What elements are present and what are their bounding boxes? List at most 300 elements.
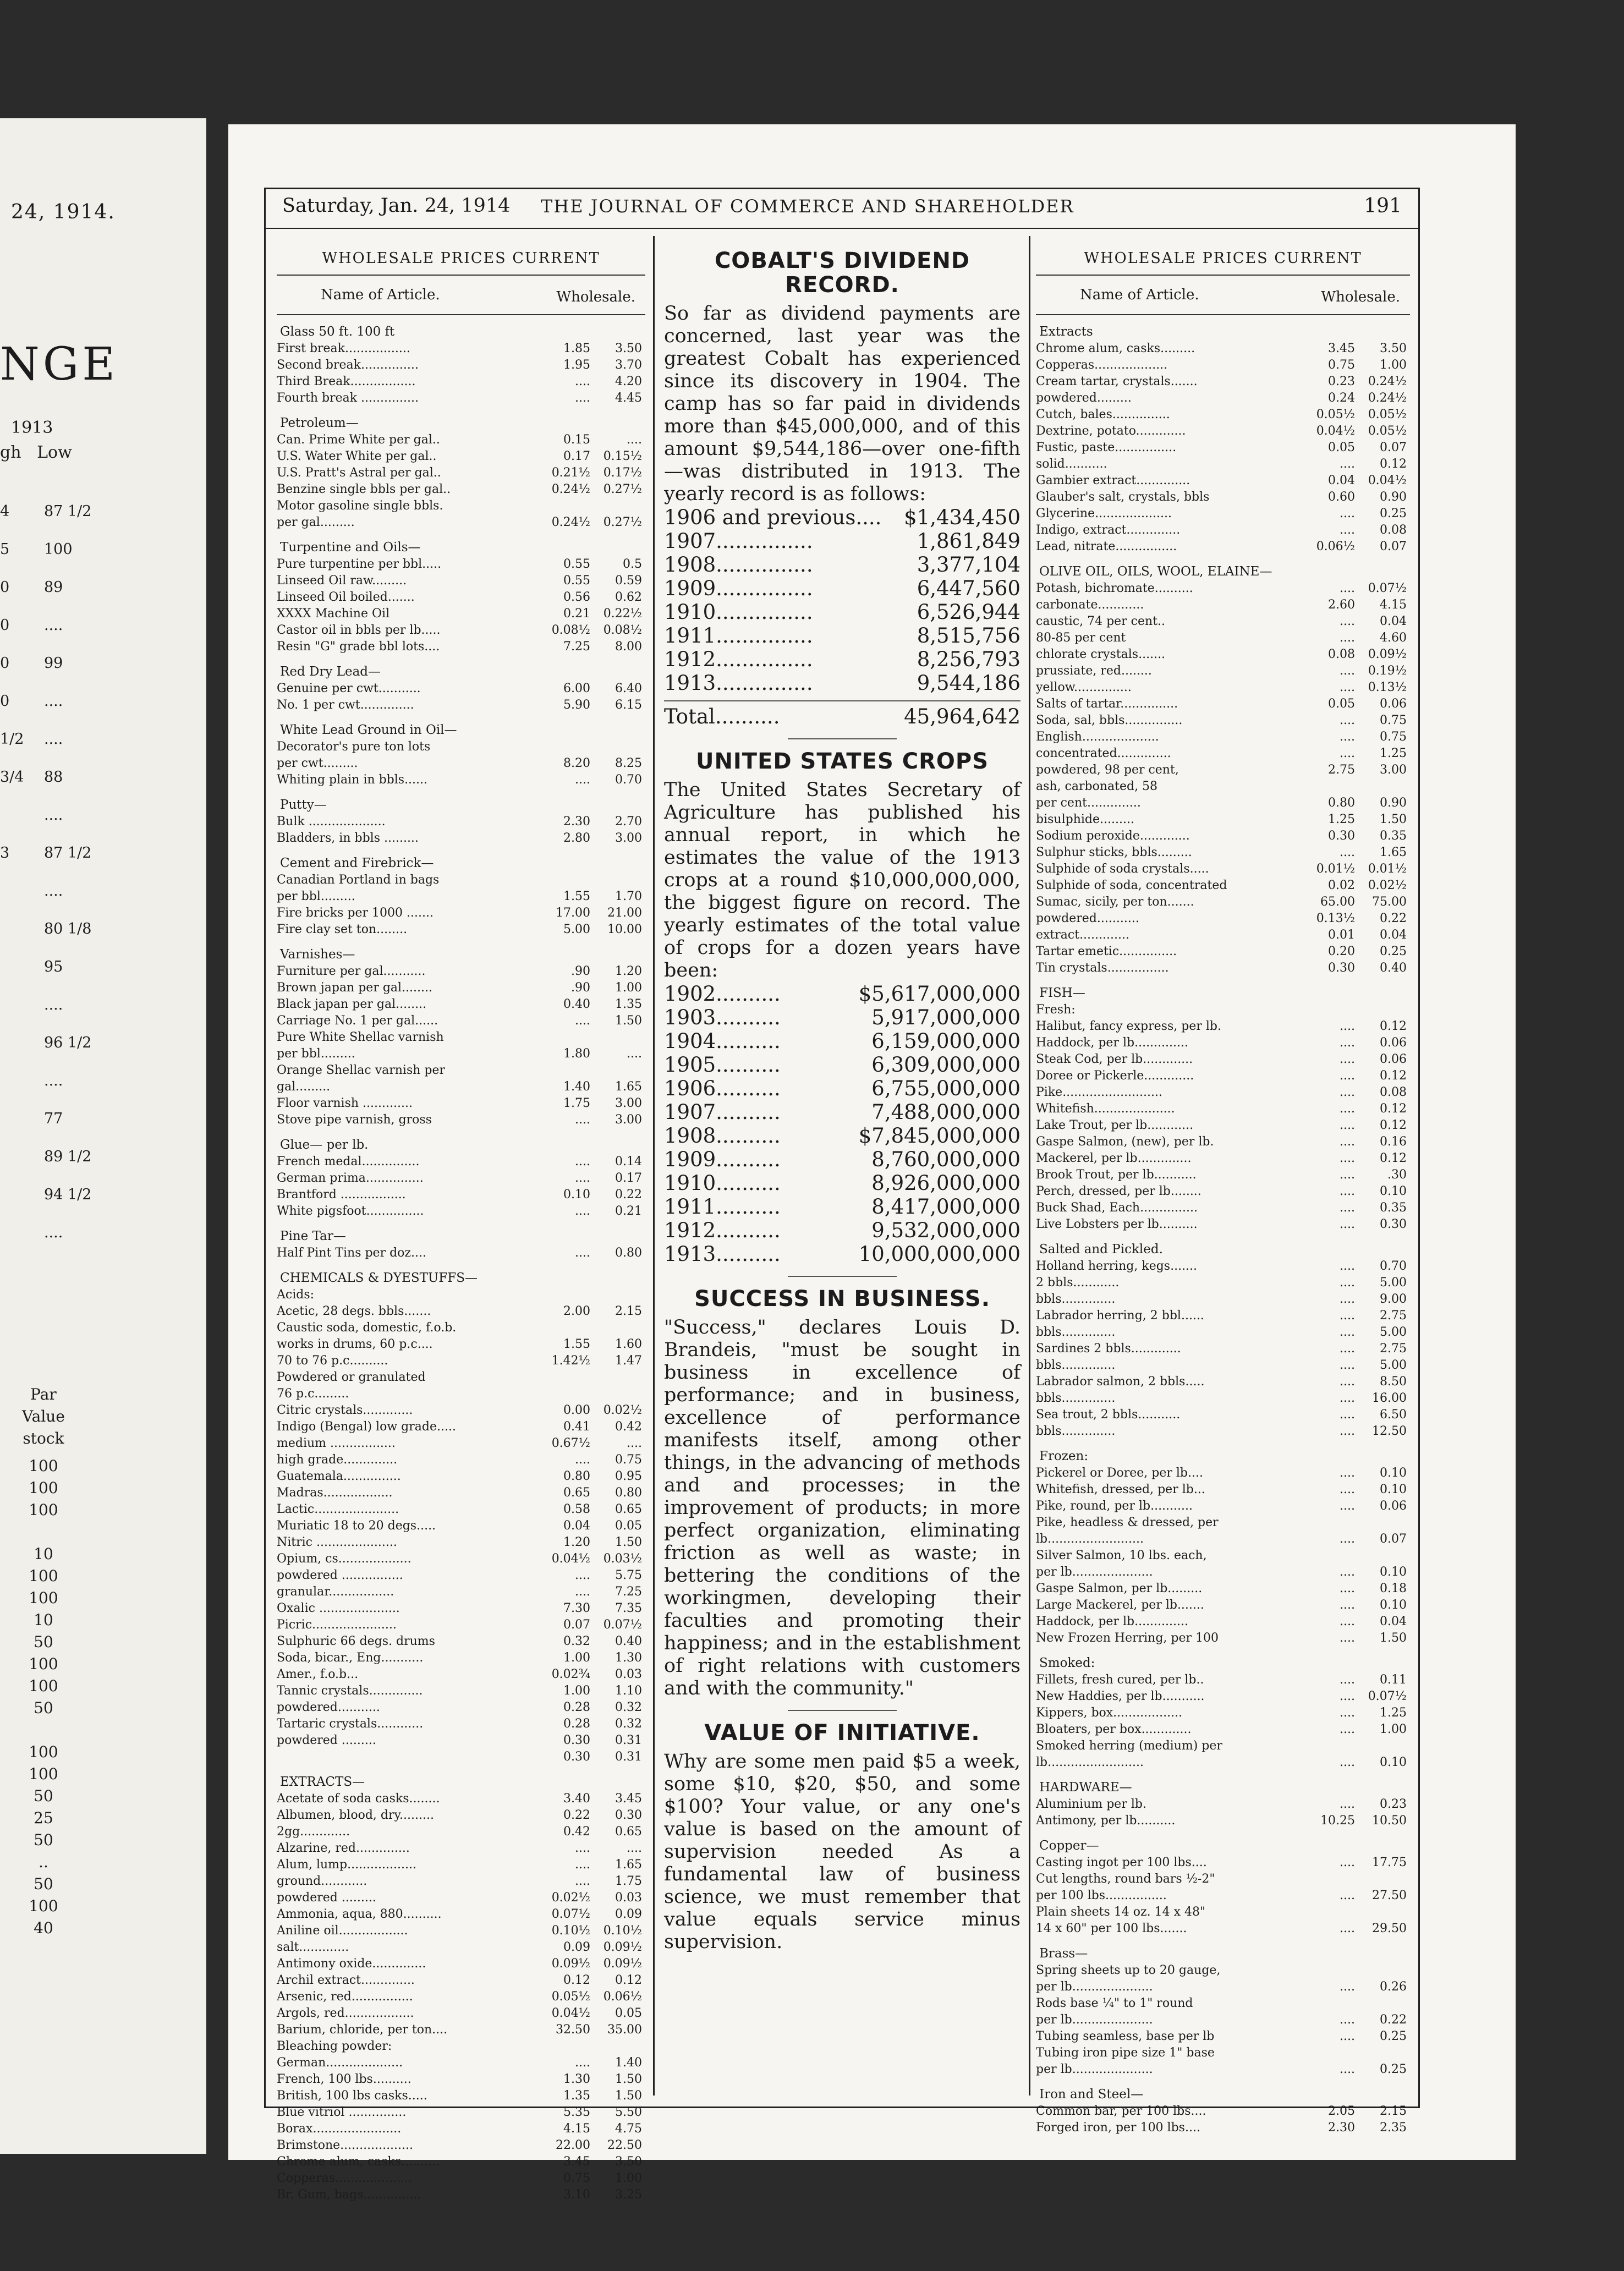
amount: 1,861,849 — [917, 529, 1021, 553]
price-high: 0.25 — [1380, 945, 1407, 958]
article-name: powdered........... — [1036, 912, 1139, 925]
price-low: .... — [575, 773, 590, 787]
price-high: .... — [627, 1841, 642, 1855]
price-row — [1036, 374, 1410, 390]
price-row — [1036, 1614, 1410, 1630]
price-low: 32.50 — [556, 2023, 590, 2037]
price-low: 0.42 — [563, 1825, 590, 1839]
price-row — [277, 1732, 645, 1749]
price-high: 0.75 — [1380, 730, 1407, 744]
price-row — [277, 2137, 645, 2154]
price-low: 3.45 — [1328, 342, 1355, 355]
price-row — [1036, 1705, 1410, 1721]
price-high: 0.62 — [615, 590, 642, 604]
article-name: Potash, bichromate.......... — [1036, 582, 1193, 595]
price-high: 2.15 — [1380, 2104, 1407, 2118]
article-name: English.................... — [1036, 730, 1159, 744]
article-name: Pike, headless & dressed, per — [1036, 1516, 1219, 1529]
price-high: 0.07 — [1380, 441, 1407, 454]
price-row — [1036, 960, 1410, 977]
price-row — [277, 1840, 645, 1857]
price-row — [277, 1485, 645, 1501]
price-low: .... — [1340, 1358, 1355, 1372]
price-low: .... — [575, 375, 590, 388]
price-high: 0.90 — [1380, 796, 1407, 810]
price-low: .... — [1340, 631, 1355, 645]
price-high: 2.15 — [615, 1304, 642, 1318]
crop-value-row — [664, 1006, 1021, 1029]
article-name: Bleaching powder: — [277, 2039, 392, 2053]
price-row — [1036, 2028, 1410, 2045]
price-high: 1.47 — [615, 1354, 642, 1368]
left-page-par-value — [22, 1384, 65, 1939]
article-name: Lake Trout, per lb............ — [1036, 1118, 1194, 1132]
price-low: .... — [1340, 1565, 1355, 1579]
article-name: granular................. — [277, 1585, 394, 1599]
amount: 5,917,000,000 — [871, 1006, 1021, 1029]
price-low: 0.01½ — [1316, 862, 1355, 876]
article-name: Black japan per gal........ — [277, 997, 427, 1011]
price-low: .... — [1340, 1499, 1355, 1513]
price-row — [277, 1749, 645, 1765]
article-name: per bbl......... — [277, 890, 355, 903]
amount: 6,447,560 — [917, 577, 1021, 600]
price-row — [277, 1303, 645, 1320]
price-low: 3.45 — [563, 2155, 590, 2169]
article-name: Second break............... — [277, 358, 419, 372]
price-low: .... — [575, 1155, 590, 1169]
price-low: 0.01 — [1328, 928, 1355, 942]
article-name: solid........... — [1036, 457, 1107, 471]
price-row — [1036, 1167, 1410, 1183]
price-high: 0.32 — [615, 1717, 642, 1731]
price-row — [277, 2154, 645, 2170]
price-row — [277, 1187, 645, 1203]
price-row — [277, 921, 645, 938]
price-high: 0.26 — [1380, 1980, 1407, 1994]
price-low: 0.80 — [1328, 796, 1355, 810]
par-value: 100 — [29, 1457, 58, 1475]
amount: 3,377,104 — [917, 553, 1021, 577]
price-row — [277, 1716, 645, 1732]
year-label: 1906.......... — [664, 1077, 781, 1100]
amount: 6,755,000,000 — [871, 1077, 1021, 1100]
price-low: 0.30 — [563, 1750, 590, 1764]
price-row — [1036, 1515, 1410, 1531]
article-name: Dextrine, potato............. — [1036, 424, 1186, 438]
column-rule-1 — [653, 236, 655, 2096]
amount: 7,488,000,000 — [871, 1100, 1021, 1124]
price-row — [1036, 423, 1410, 440]
price-high: 3.45 — [615, 1792, 642, 1806]
article-name: Pickerel or Doree, per lb.... — [1036, 1466, 1203, 1480]
year-label: 1910.......... — [664, 1171, 781, 1195]
price-row — [1036, 2012, 1410, 2028]
section-heading: Red Dry Lead— — [280, 665, 381, 679]
price-low: .... — [1340, 1019, 1355, 1033]
article-name: Tin crystals................ — [1036, 961, 1169, 975]
article-name: Sulphide of soda crystals..... — [1036, 862, 1209, 876]
prices-column-header — [277, 275, 645, 315]
price-low: 0.04 — [1328, 474, 1355, 487]
article-name: Sulphur sticks, bbls......... — [1036, 846, 1192, 859]
article-name: Holland herring, kegs....... — [1036, 1259, 1198, 1273]
price-low: 0.24½ — [551, 515, 590, 529]
price-high: 0.40 — [615, 1634, 642, 1648]
price-low: .... — [1340, 1797, 1355, 1811]
article-name: Steak Cod, per lb............. — [1036, 1052, 1193, 1066]
price-row — [277, 1287, 645, 1303]
section-heading: Salted and Pickled. — [1039, 1242, 1163, 1257]
price-row — [277, 1154, 645, 1170]
article-name: carbonate............ — [1036, 598, 1144, 612]
price-low: 1.42½ — [551, 1354, 590, 1368]
crop-value-row — [664, 1124, 1021, 1148]
price-high: 0.27½ — [603, 482, 642, 496]
price-row — [1036, 1423, 1410, 1440]
price-row — [277, 1989, 645, 2005]
article-name: Forged iron, per 100 lbs.... — [1036, 2121, 1200, 2135]
section-heading: White Lead Ground in Oil— — [280, 723, 457, 737]
price-high: 1.50 — [1380, 813, 1407, 826]
left-value: 89 — [44, 579, 63, 596]
price-row — [1036, 1002, 1410, 1018]
article-name: Carriage No. 1 per gal...... — [277, 1014, 438, 1028]
price-high: 1.75 — [615, 1874, 642, 1888]
article-name: Madras.................. — [277, 1486, 393, 1500]
article-name: German prima............... — [277, 1171, 424, 1185]
section-heading: Smoked: — [1039, 1656, 1095, 1670]
price-row — [1036, 1597, 1410, 1614]
price-high: 3.50 — [615, 342, 642, 355]
price-row — [277, 1320, 645, 1336]
par-value: 100 — [29, 1743, 58, 1761]
price-low: .... — [1340, 1598, 1355, 1612]
article-name: Bladders, in bbls ......... — [277, 831, 419, 845]
article-name: per lb..................... — [1036, 2062, 1153, 2076]
price-row — [277, 1435, 645, 1452]
journal-title: THE JOURNAL OF COMMERCE AND SHAREHOLDER — [541, 196, 1074, 217]
article-name: Cream tartar, crystals....... — [1036, 375, 1198, 388]
price-row — [277, 1939, 645, 1956]
article-name: 14 x 60" per 100 lbs....... — [1036, 1922, 1187, 1935]
cobalt-article-title: COBALT'S DIVIDEND RECORD. — [714, 248, 970, 298]
left-value: 0 — [0, 617, 10, 634]
price-low: .... — [1340, 1689, 1355, 1703]
price-row — [277, 1062, 645, 1079]
left-value: 5 — [0, 541, 10, 558]
price-low: 0.60 — [1328, 490, 1355, 504]
article-name: Gaspe Salmon, per lb......... — [1036, 1582, 1203, 1595]
price-low: 0.15 — [563, 433, 590, 447]
price-high: .... — [627, 433, 642, 447]
price-low: .... — [1340, 1292, 1355, 1306]
price-low: 0.13½ — [1316, 912, 1355, 925]
article-name: per 100 lbs................ — [1036, 1889, 1167, 1902]
par-value: 50 — [34, 1831, 53, 1849]
price-row — [1036, 811, 1410, 828]
price-low: 1.25 — [1328, 813, 1355, 826]
article-name: Orange Shellac varnish per — [277, 1063, 446, 1077]
article-name: Argols, red.................. — [277, 2006, 414, 2020]
dividend-row — [664, 529, 1021, 553]
price-low: 1.95 — [563, 358, 590, 372]
article-name: Br. Gum, bags............... — [277, 2188, 421, 2202]
price-low: .... — [575, 1204, 590, 1218]
price-high: 1.50 — [1380, 1631, 1407, 1645]
price-high: 0.31 — [615, 1734, 642, 1747]
price-row — [1036, 1796, 1410, 1813]
section-heading: OLIVE OIL, OILS, WOOL, ELAINE— — [1039, 564, 1272, 579]
par-value — [22, 1521, 65, 1543]
article-name: Chrome alum, casks......... — [1036, 342, 1195, 355]
section-heading: Turpentine and Oils— — [280, 540, 421, 555]
price-low: 0.09 — [563, 1940, 590, 1954]
price-row — [277, 1046, 645, 1062]
article-name: Plain sheets 14 oz. 14 x 48" — [1036, 1905, 1206, 1919]
section-heading: Petroleum— — [280, 416, 359, 430]
price-low: .... — [1340, 1118, 1355, 1132]
price-high: 6.40 — [615, 682, 642, 695]
article-name: powdered ......... — [277, 1734, 376, 1747]
price-low: 0.22 — [563, 1808, 590, 1822]
price-row — [1036, 828, 1410, 844]
price-row — [1036, 844, 1410, 861]
price-low: .... — [1340, 714, 1355, 727]
crop-value-row — [664, 1053, 1021, 1077]
article-name: White pigsfoot............... — [277, 1204, 424, 1218]
article-name: Genuine per cwt........... — [277, 682, 421, 695]
price-row — [1036, 473, 1410, 489]
price-high: 1.00 — [615, 981, 642, 995]
price-low: .... — [575, 1171, 590, 1185]
article-name: Pure turpentine per bbl..... — [277, 557, 442, 571]
price-row — [1036, 1904, 1410, 1921]
section-heading: Glue— per lb. — [280, 1138, 369, 1152]
price-low: 1.35 — [563, 2089, 590, 2103]
left-value: 3/4 — [0, 769, 24, 786]
price-row — [277, 996, 645, 1013]
article-name: lb......................... — [1036, 1756, 1144, 1769]
article-name: Fustic, paste................ — [1036, 441, 1177, 454]
price-high: 0.07 — [1380, 540, 1407, 553]
article-name: Tartaric crystals............ — [277, 1717, 424, 1731]
article-name: Powdered or granulated — [277, 1370, 426, 1384]
price-row — [277, 1452, 645, 1468]
price-row — [277, 390, 645, 407]
price-low: .... — [1340, 1217, 1355, 1231]
article-name: Whitefish..................... — [1036, 1102, 1175, 1116]
price-row — [1036, 762, 1410, 778]
price-low: 0.04½ — [551, 1552, 590, 1566]
price-high: 0.12 — [1380, 1069, 1407, 1083]
section-heading: Cement and Firebrick— — [280, 856, 434, 870]
price-high: 17.75 — [1372, 1856, 1407, 1869]
price-low: .... — [1340, 2029, 1355, 2043]
article-name: Gambier extract.............. — [1036, 474, 1190, 487]
price-row — [1036, 1672, 1410, 1688]
crop-value-row — [664, 1100, 1021, 1124]
price-high: 0.04 — [1380, 928, 1407, 942]
article-name: Smoked herring (medium) per — [1036, 1739, 1222, 1753]
article-name: Bulk .................... — [277, 815, 386, 829]
price-high: 0.03 — [615, 1667, 642, 1681]
article-name: Fire bricks per 1000 ....... — [277, 906, 434, 920]
price-low: .... — [1340, 1102, 1355, 1116]
article-name: Cut lengths, round bars ½-2" — [1036, 1872, 1215, 1886]
price-low: .... — [1340, 1424, 1355, 1438]
price-high: 0.09½ — [603, 1957, 642, 1971]
price-high: 0.02½ — [1368, 879, 1407, 892]
price-low: 0.00 — [563, 1403, 590, 1417]
price-high: 0.07½ — [1368, 1689, 1407, 1703]
article-name: Benzine single bbls per gal.. — [277, 482, 451, 496]
price-high: 0.75 — [615, 1453, 642, 1467]
article-name: Lactic...................... — [277, 1502, 399, 1516]
crop-value-row — [664, 1171, 1021, 1195]
year-label: 1907.......... — [664, 1100, 781, 1124]
price-low: .... — [575, 391, 590, 405]
price-row — [277, 639, 645, 655]
section-heading: FISH— — [1039, 986, 1085, 1000]
left-value — [0, 872, 24, 910]
article-name: per lb..................... — [1036, 1980, 1153, 1994]
price-high: 3.00 — [615, 1113, 642, 1127]
price-high: 4.60 — [1380, 631, 1407, 645]
price-low: 5.35 — [563, 2105, 590, 2119]
price-row — [277, 1386, 645, 1402]
price-high: 0.13½ — [1368, 681, 1407, 694]
article-name: Third Break................. — [277, 375, 416, 388]
price-low: 1.55 — [563, 1337, 590, 1351]
price-high: 0.07½ — [1368, 582, 1407, 595]
article-name: Amer., f.o.b... — [277, 1667, 359, 1681]
price-low: 2.60 — [1328, 598, 1355, 612]
article-name: Sardines 2 bbls............. — [1036, 1342, 1181, 1356]
article-name: Motor gasoline single bbls. — [277, 499, 443, 513]
price-row — [277, 1203, 645, 1220]
wholesale-label: Wholesale. — [556, 289, 635, 305]
price-high: 1.50 — [615, 1535, 642, 1549]
price-low: 0.06½ — [1316, 540, 1355, 553]
price-row — [1036, 1407, 1410, 1423]
price-high: 0.17½ — [603, 466, 642, 480]
article-name: Haddock, per lb.............. — [1036, 1036, 1188, 1050]
price-row — [1036, 1531, 1410, 1548]
price-row — [1036, 522, 1410, 539]
price-high: 1.50 — [615, 1014, 642, 1028]
year-label: 1912............... — [664, 648, 813, 671]
price-row — [277, 1600, 645, 1617]
price-low: 0.30 — [1328, 961, 1355, 975]
article-name: Fresh: — [1036, 1003, 1076, 1017]
price-high: 0.06 — [1380, 1499, 1407, 1513]
price-row — [1036, 1754, 1410, 1771]
price-high: 0.35 — [1380, 1201, 1407, 1215]
article-name: Barium, chloride, per ton.... — [277, 2023, 448, 2037]
price-high: 3.70 — [615, 358, 642, 372]
price-row — [277, 814, 645, 830]
article-name: Antimony, per lb.......... — [1036, 1814, 1176, 1828]
price-low: .... — [1340, 1342, 1355, 1356]
amount: 8,926,000,000 — [871, 1171, 1021, 1195]
section-heading: Brass— — [1039, 1946, 1088, 1961]
price-row — [277, 2104, 645, 2121]
article-name: bbls.............. — [1036, 1325, 1116, 1339]
left-value: .... — [44, 1072, 63, 1089]
article-name: caustic, 74 per cent.. — [1036, 615, 1166, 628]
par-value: 100 — [29, 1677, 58, 1695]
price-row — [277, 1029, 645, 1046]
price-row — [277, 1245, 645, 1261]
price-row — [1036, 2045, 1410, 2061]
left-value: .... — [44, 1224, 63, 1241]
price-low: .... — [1340, 1201, 1355, 1215]
section-heading: Pine Tar— — [280, 1229, 346, 1243]
amount: $5,617,000,000 — [858, 982, 1021, 1006]
par-value: 100 — [29, 1765, 58, 1783]
price-high: 0.24½ — [1368, 391, 1407, 405]
price-row — [1036, 539, 1410, 555]
price-low: 0.10 — [563, 1188, 590, 1202]
left-value: .... — [44, 731, 63, 748]
price-high: 0.27½ — [603, 515, 642, 529]
price-low: 0.05½ — [551, 1990, 590, 2004]
article-name: per bbl......... — [277, 1047, 355, 1061]
article-name: Brimstone................... — [277, 2138, 414, 2152]
price-low: 65.00 — [1320, 895, 1355, 909]
price-row — [277, 1906, 645, 1923]
price-high: 0.31 — [615, 1750, 642, 1764]
price-high: 1.00 — [1380, 358, 1407, 372]
article-name: Labrador herring, 2 bbl...... — [1036, 1309, 1204, 1323]
price-low: 2.05 — [1328, 2104, 1355, 2118]
price-low: .... — [1340, 1085, 1355, 1099]
article-name: bbls.............. — [1036, 1358, 1116, 1372]
price-high: 0.25 — [1380, 507, 1407, 520]
article-name: Acetate of soda casks........ — [277, 1792, 440, 1806]
year-label: 1913............... — [664, 671, 813, 695]
left-value: 4 — [0, 503, 10, 520]
price-row — [277, 481, 645, 498]
article-name: Fourth break ............... — [277, 391, 419, 405]
price-row — [277, 1013, 645, 1029]
price-row — [1036, 861, 1410, 877]
price-low: 22.00 — [556, 2138, 590, 2152]
article-name: Citric crystals............. — [277, 1403, 413, 1417]
article-name: Resin "G" grade bbl lots.... — [277, 640, 440, 654]
left-value: 0 — [0, 693, 10, 710]
name-of-article-label: Name of Article. — [1080, 287, 1199, 303]
price-row — [277, 1873, 645, 1890]
article-name: Albumen, blood, dry......... — [277, 1808, 434, 1822]
price-row — [1036, 943, 1410, 960]
price-row — [1036, 795, 1410, 811]
price-row — [1036, 877, 1410, 894]
crop-value-row — [664, 1029, 1021, 1053]
price-low: .... — [575, 1585, 590, 1599]
left-value: .... — [44, 996, 63, 1013]
price-low: 0.04½ — [551, 2006, 590, 2020]
price-high: 0.05½ — [1368, 424, 1407, 438]
article-name: Arsenic, red................ — [277, 1990, 413, 2004]
price-row — [1036, 1482, 1410, 1498]
price-row — [277, 2038, 645, 2055]
price-high: 0.07½ — [603, 1618, 642, 1632]
price-high: 0.65 — [615, 1825, 642, 1839]
price-high: 35.00 — [607, 2023, 642, 2037]
price-high: 0.35 — [1380, 829, 1407, 843]
